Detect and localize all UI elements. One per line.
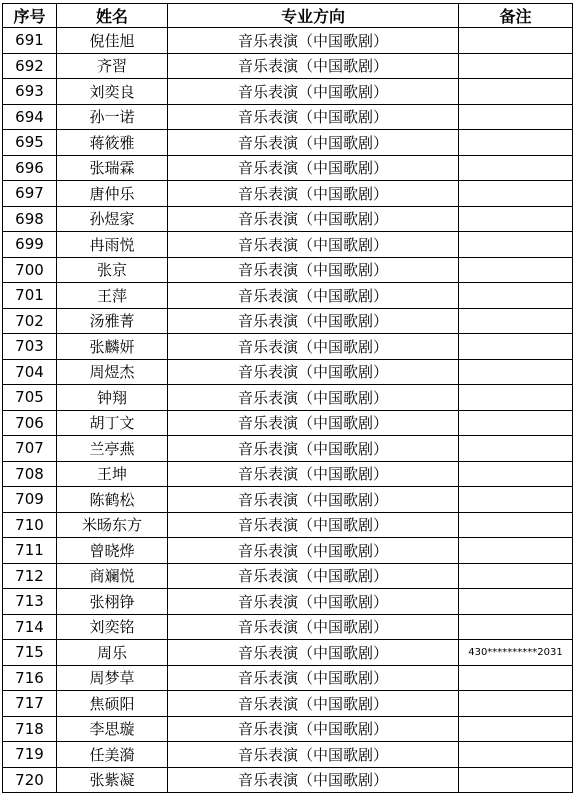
cell-major[interactable]: 音乐表演（中国歌剧） <box>168 436 459 462</box>
cell-name[interactable]: 倪佳旭 <box>57 28 168 54</box>
cell-number[interactable]: 710 <box>3 512 57 538</box>
header-row <box>3 4 573 28</box>
cell-number[interactable]: 692 <box>3 53 57 79</box>
cell-number[interactable]: 705 <box>3 385 57 411</box>
cell-number[interactable]: 697 <box>3 181 57 207</box>
cell-major[interactable]: 音乐表演（中国歌剧） <box>168 257 459 283</box>
table-row <box>3 614 573 640</box>
cell-number[interactable]: 718 <box>3 716 57 742</box>
table-row <box>3 28 573 54</box>
cell-note[interactable] <box>459 665 573 691</box>
header-note[interactable]: 备注 <box>459 4 573 28</box>
cell-number[interactable]: 713 <box>3 589 57 615</box>
cell-major[interactable]: 音乐表演（中国歌剧） <box>168 181 459 207</box>
cell-major[interactable]: 音乐表演（中国歌剧） <box>168 563 459 589</box>
cell-number[interactable]: 704 <box>3 359 57 385</box>
cell-name[interactable]: 蒋筱雅 <box>57 130 168 156</box>
header-major[interactable]: 专业方向 <box>168 4 459 28</box>
cell-name[interactable]: 兰亭燕 <box>57 436 168 462</box>
table-row <box>3 257 573 283</box>
table-row <box>3 436 573 462</box>
cell-number[interactable]: 699 <box>3 232 57 258</box>
cell-major[interactable]: 音乐表演（中国歌剧） <box>168 742 459 768</box>
cell-note[interactable] <box>459 155 573 181</box>
cell-note[interactable] <box>459 79 573 105</box>
cell-number[interactable]: 693 <box>3 79 57 105</box>
cell-name[interactable]: 孙煜家 <box>57 206 168 232</box>
table-row <box>3 665 573 691</box>
cell-note[interactable] <box>459 614 573 640</box>
cell-name[interactable]: 张京 <box>57 257 168 283</box>
table-row <box>3 512 573 538</box>
table-row <box>3 130 573 156</box>
cell-note[interactable] <box>459 181 573 207</box>
cell-major[interactable]: 音乐表演（中国歌剧） <box>168 538 459 564</box>
cell-name[interactable]: 齐習 <box>57 53 168 79</box>
cell-major[interactable]: 音乐表演（中国歌剧） <box>168 334 459 360</box>
cell-major[interactable]: 音乐表演（中国歌剧） <box>168 410 459 436</box>
cell-note[interactable] <box>459 385 573 411</box>
cell-name[interactable]: 汤雅菁 <box>57 308 168 334</box>
cell-name[interactable]: 冉雨悦 <box>57 232 168 258</box>
table-row <box>3 283 573 309</box>
cell-major[interactable]: 音乐表演（中国歌剧） <box>168 767 459 793</box>
cell-number[interactable]: 707 <box>3 436 57 462</box>
header-name[interactable]: 姓名 <box>57 4 168 28</box>
cell-major[interactable]: 音乐表演（中国歌剧） <box>168 512 459 538</box>
header-number[interactable]: 序号 <box>3 4 57 28</box>
cell-note[interactable] <box>459 308 573 334</box>
table-row <box>3 563 573 589</box>
cell-name[interactable]: 王萍 <box>57 283 168 309</box>
cell-name[interactable]: 焦硕阳 <box>57 691 168 717</box>
cell-note[interactable] <box>459 487 573 513</box>
cell-note[interactable] <box>459 130 573 156</box>
cell-major[interactable]: 音乐表演（中国歌剧） <box>168 665 459 691</box>
cell-name[interactable]: 周乐 <box>57 640 168 666</box>
table-row <box>3 385 573 411</box>
table-row <box>3 538 573 564</box>
cell-major[interactable]: 音乐表演（中国歌剧） <box>168 232 459 258</box>
table-row <box>3 181 573 207</box>
cell-name[interactable]: 张栩铮 <box>57 589 168 615</box>
cell-major[interactable]: 音乐表演（中国歌剧） <box>168 716 459 742</box>
table-body <box>3 28 573 793</box>
cell-note[interactable] <box>459 334 573 360</box>
cell-note[interactable] <box>459 257 573 283</box>
cell-note[interactable] <box>459 53 573 79</box>
table-row <box>3 53 573 79</box>
cell-major[interactable]: 音乐表演（中国歌剧） <box>168 28 459 54</box>
table-row <box>3 742 573 768</box>
cell-note[interactable] <box>459 232 573 258</box>
cell-note[interactable] <box>459 461 573 487</box>
cell-name[interactable]: 任美漪 <box>57 742 168 768</box>
table-row <box>3 487 573 513</box>
cell-number[interactable]: 700 <box>3 257 57 283</box>
cell-number[interactable]: 698 <box>3 206 57 232</box>
cell-note[interactable] <box>459 283 573 309</box>
cell-name[interactable]: 米旸东方 <box>57 512 168 538</box>
cell-name[interactable]: 张麟妍 <box>57 334 168 360</box>
cell-name[interactable]: 周煜杰 <box>57 359 168 385</box>
cell-note[interactable] <box>459 512 573 538</box>
cell-number[interactable]: 701 <box>3 283 57 309</box>
cell-name[interactable]: 刘奕良 <box>57 79 168 105</box>
cell-major[interactable]: 音乐表演（中国歌剧） <box>168 283 459 309</box>
table-row <box>3 232 573 258</box>
cell-note[interactable] <box>459 742 573 768</box>
cell-name[interactable]: 周梦草 <box>57 665 168 691</box>
cell-number[interactable]: 702 <box>3 308 57 334</box>
cell-major[interactable]: 音乐表演（中国歌剧） <box>168 79 459 105</box>
cell-major[interactable]: 音乐表演（中国歌剧） <box>168 130 459 156</box>
cell-major[interactable]: 音乐表演（中国歌剧） <box>168 359 459 385</box>
cell-major[interactable]: 音乐表演（中国歌剧） <box>168 53 459 79</box>
table-row <box>3 155 573 181</box>
cell-major[interactable]: 音乐表演（中国歌剧） <box>168 487 459 513</box>
table-row <box>3 359 573 385</box>
table-row <box>3 767 573 793</box>
cell-name[interactable]: 商斓悦 <box>57 563 168 589</box>
table-row <box>3 334 573 360</box>
cell-major[interactable]: 音乐表演（中国歌剧） <box>168 640 459 666</box>
table-row <box>3 461 573 487</box>
cell-number[interactable]: 716 <box>3 665 57 691</box>
cell-name[interactable]: 胡丁文 <box>57 410 168 436</box>
cell-number[interactable]: 708 <box>3 461 57 487</box>
cell-note[interactable] <box>459 104 573 130</box>
cell-name[interactable]: 刘奕铭 <box>57 614 168 640</box>
cell-name[interactable]: 张紫凝 <box>57 767 168 793</box>
cell-number[interactable]: 709 <box>3 487 57 513</box>
cell-number[interactable]: 703 <box>3 334 57 360</box>
cell-name[interactable]: 唐仲乐 <box>57 181 168 207</box>
cell-number[interactable]: 717 <box>3 691 57 717</box>
cell-note[interactable] <box>459 410 573 436</box>
table-row <box>3 410 573 436</box>
cell-note[interactable] <box>459 436 573 462</box>
cell-number[interactable]: 691 <box>3 28 57 54</box>
cell-number[interactable]: 711 <box>3 538 57 564</box>
table-row <box>3 691 573 717</box>
cell-note[interactable] <box>459 716 573 742</box>
cell-major[interactable]: 音乐表演（中国歌剧） <box>168 155 459 181</box>
cell-note[interactable] <box>459 589 573 615</box>
cell-major[interactable]: 音乐表演（中国歌剧） <box>168 614 459 640</box>
table-row <box>3 716 573 742</box>
cell-name[interactable]: 李思璇 <box>57 716 168 742</box>
cell-note[interactable] <box>459 359 573 385</box>
cell-number[interactable]: 714 <box>3 614 57 640</box>
cell-name[interactable]: 张瑞霖 <box>57 155 168 181</box>
cell-major[interactable]: 音乐表演（中国歌剧） <box>168 385 459 411</box>
table-row <box>3 589 573 615</box>
table-row <box>3 640 573 666</box>
table-row <box>3 308 573 334</box>
cell-note[interactable] <box>459 767 573 793</box>
table-row <box>3 206 573 232</box>
cell-major[interactable]: 音乐表演（中国歌剧） <box>168 206 459 232</box>
cell-number[interactable]: 712 <box>3 563 57 589</box>
roster-table <box>2 3 573 793</box>
cell-number[interactable]: 706 <box>3 410 57 436</box>
cell-number[interactable]: 694 <box>3 104 57 130</box>
cell-major[interactable]: 音乐表演（中国歌剧） <box>168 461 459 487</box>
cell-major[interactable]: 音乐表演（中国歌剧） <box>168 691 459 717</box>
cell-name[interactable]: 曾晓烨 <box>57 538 168 564</box>
table-row <box>3 104 573 130</box>
cell-note[interactable] <box>459 691 573 717</box>
cell-name[interactable]: 孙一诺 <box>57 104 168 130</box>
cell-name[interactable]: 钟翔 <box>57 385 168 411</box>
cell-note[interactable]: 430**********2031 <box>459 640 573 666</box>
cell-number[interactable]: 696 <box>3 155 57 181</box>
table-row <box>3 79 573 105</box>
cell-major[interactable]: 音乐表演（中国歌剧） <box>168 589 459 615</box>
cell-major[interactable]: 音乐表演（中国歌剧） <box>168 308 459 334</box>
cell-name[interactable]: 陈鹤松 <box>57 487 168 513</box>
cell-number[interactable]: 719 <box>3 742 57 768</box>
cell-number[interactable]: 695 <box>3 130 57 156</box>
cell-note[interactable] <box>459 206 573 232</box>
cell-name[interactable]: 王坤 <box>57 461 168 487</box>
cell-number[interactable]: 715 <box>3 640 57 666</box>
cell-note[interactable] <box>459 538 573 564</box>
cell-number[interactable]: 720 <box>3 767 57 793</box>
cell-note[interactable] <box>459 563 573 589</box>
cell-major[interactable]: 音乐表演（中国歌剧） <box>168 104 459 130</box>
cell-note[interactable] <box>459 28 573 54</box>
